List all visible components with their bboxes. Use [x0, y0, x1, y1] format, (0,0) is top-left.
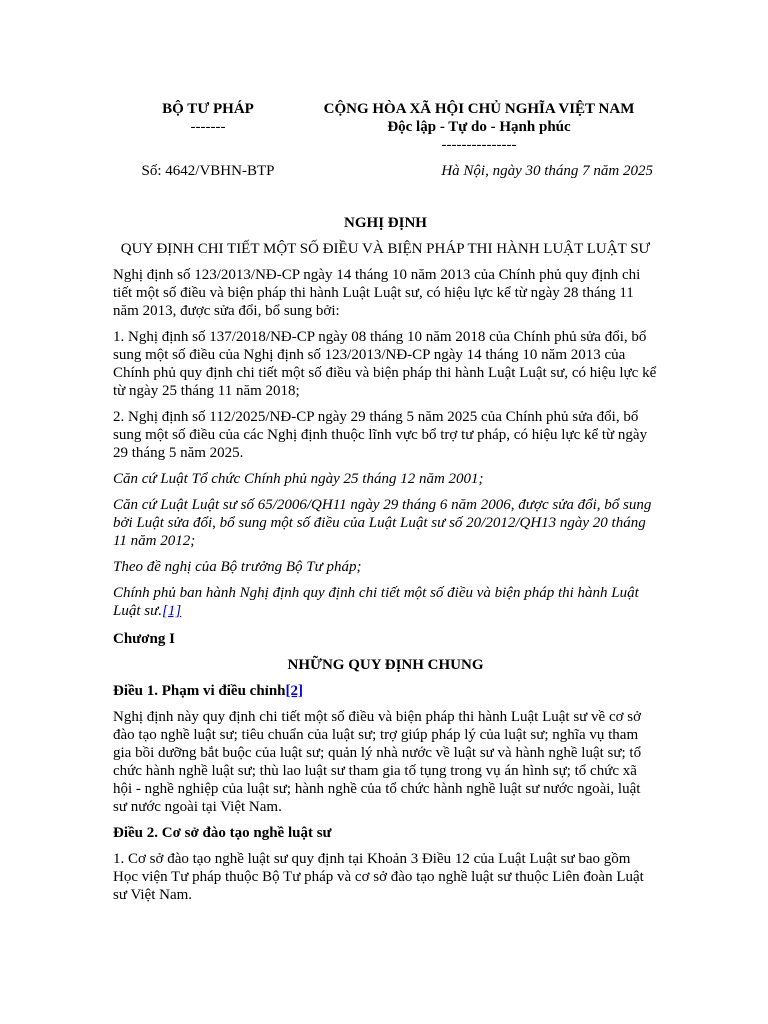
motto-rule: ---------------: [441, 137, 517, 153]
proposal-line: Theo đề nghị của Bộ trưởng Bộ Tư pháp;: [113, 559, 362, 575]
article-1-heading: [113, 682, 658, 700]
amendment-item-2: 2. Nghị định số 112/2025/NĐ-CP ngày 29 tháng 5 năm 2025 của Chính phủ sửa đổi, bổ sung một số điều của các Nghị định thuộc lĩnh vực bổ trợ tư pháp, có hiệu lực kể từ ngày 29 tháng 5 năm 2025.: [113, 409, 648, 461]
national-motto: Độc lập - Tự do - Hạnh phúc: [387, 119, 571, 135]
legal-basis-1: Căn cứ Luật Tổ chức Chính phủ ngày 25 tháng 12 năm 2001;: [113, 471, 484, 487]
issuer-block: [113, 100, 303, 136]
intro-paragraph: Nghị định số 123/2013/NĐ-CP ngày 14 tháng 10 năm 2013 của Chính phủ quy định chi tiết một số điều và biện pháp thi hành Luật Luật sư, có hiệu lực kể từ ngày 28 tháng 11 năm 2013, được sửa đổi, bổ sung bởi:: [113, 267, 641, 319]
place-date: Hà Nội, ngày 30 tháng 7 năm 2025: [441, 163, 653, 179]
document-page: [113, 100, 658, 904]
footnote-link-2[interactable]: [2]: [285, 683, 304, 699]
document-title: NGHỊ ĐỊNH: [344, 215, 427, 231]
footnote-link-1[interactable]: [1]: [162, 603, 182, 619]
chapter-label: Chương I: [113, 631, 175, 647]
enactment-paragraph: [113, 584, 658, 620]
document-subtitle: QUY ĐỊNH CHI TIẾT MỘT SỐ ĐIỀU VÀ BIỆN PHÁP THI HÀNH LUẬT LUẬT SƯ: [120, 241, 651, 257]
enactment-text: Chính phủ ban hành Nghị định quy định chi tiết một số điều và biện pháp thi hành Luật Luật sư.: [113, 585, 639, 619]
document-header: [113, 100, 658, 196]
amendment-item-1: 1. Nghị định số 137/2018/NĐ-CP ngày 08 tháng 10 năm 2018 của Chính phủ sửa đổi, bổ sung một số điều của Nghị định số 123/2013/NĐ-CP ngày 14 tháng 10 năm 2013 của Chính phủ quy định chi tiết một số điều và biện pháp thi hành Luật Luật sư, có hiệu lực kể từ ngày 25 tháng 11 năm 2018;: [113, 329, 657, 399]
article-2-title: Điều 2. Cơ sở đào tạo nghề luật sư: [113, 825, 332, 841]
article-2-clause-1: 1. Cơ sở đào tạo nghề luật sư quy định tại Khoản 3 Điều 12 của Luật Luật sư bao gồm Học viện Tư pháp thuộc Bộ Tư pháp và cơ sở đào tạo nghề luật sư thuộc Liên đoàn Luật sư Việt Nam.: [113, 851, 644, 903]
national-title: CỘNG HÒA XÃ HỘI CHỦ NGHĨA VIỆT NAM: [323, 101, 635, 117]
chapter-title: NHỮNG QUY ĐỊNH CHUNG: [287, 657, 484, 673]
article-1-title: Điều 1. Phạm vi điều chỉnh: [113, 683, 286, 699]
national-title-block: [309, 100, 649, 154]
legal-basis-2: Căn cứ Luật Luật sư số 65/2006/QH11 ngày 29 tháng 6 năm 2006, được sửa đổi, bổ sung bởi Luật sửa đổi, bổ sung một số điều của Luật Luật sư số 20/2012/QH13 ngày 20 tháng 11 năm 2012;: [113, 497, 652, 549]
document-number: Số: 4642/VBHN-BTP: [141, 163, 275, 179]
issuer-name: BỘ TƯ PHÁP: [162, 101, 254, 117]
article-1-body: Nghị định này quy định chi tiết một số điều và biện pháp thi hành Luật Luật sư về cơ sở đào tạo nghề luật sư; tiêu chuẩn của luật sư; trợ giúp pháp lý của luật sư; nghĩa vụ tham gia bồi dưỡng bắt buộc của luật sư; quản lý nhà nước về luật sư và hành nghề luật sư; tổ chức hành nghề luật sư; thù lao luật sư tham gia tố tụng trong vụ án hình sự; tổ chức xã hội - nghề nghiệp của luật sư; hành nghề của tổ chức hành nghề luật sư nước ngoài, luật sư nước ngoài tại Việt Nam.: [113, 709, 642, 815]
issuer-rule: -------: [190, 119, 226, 135]
